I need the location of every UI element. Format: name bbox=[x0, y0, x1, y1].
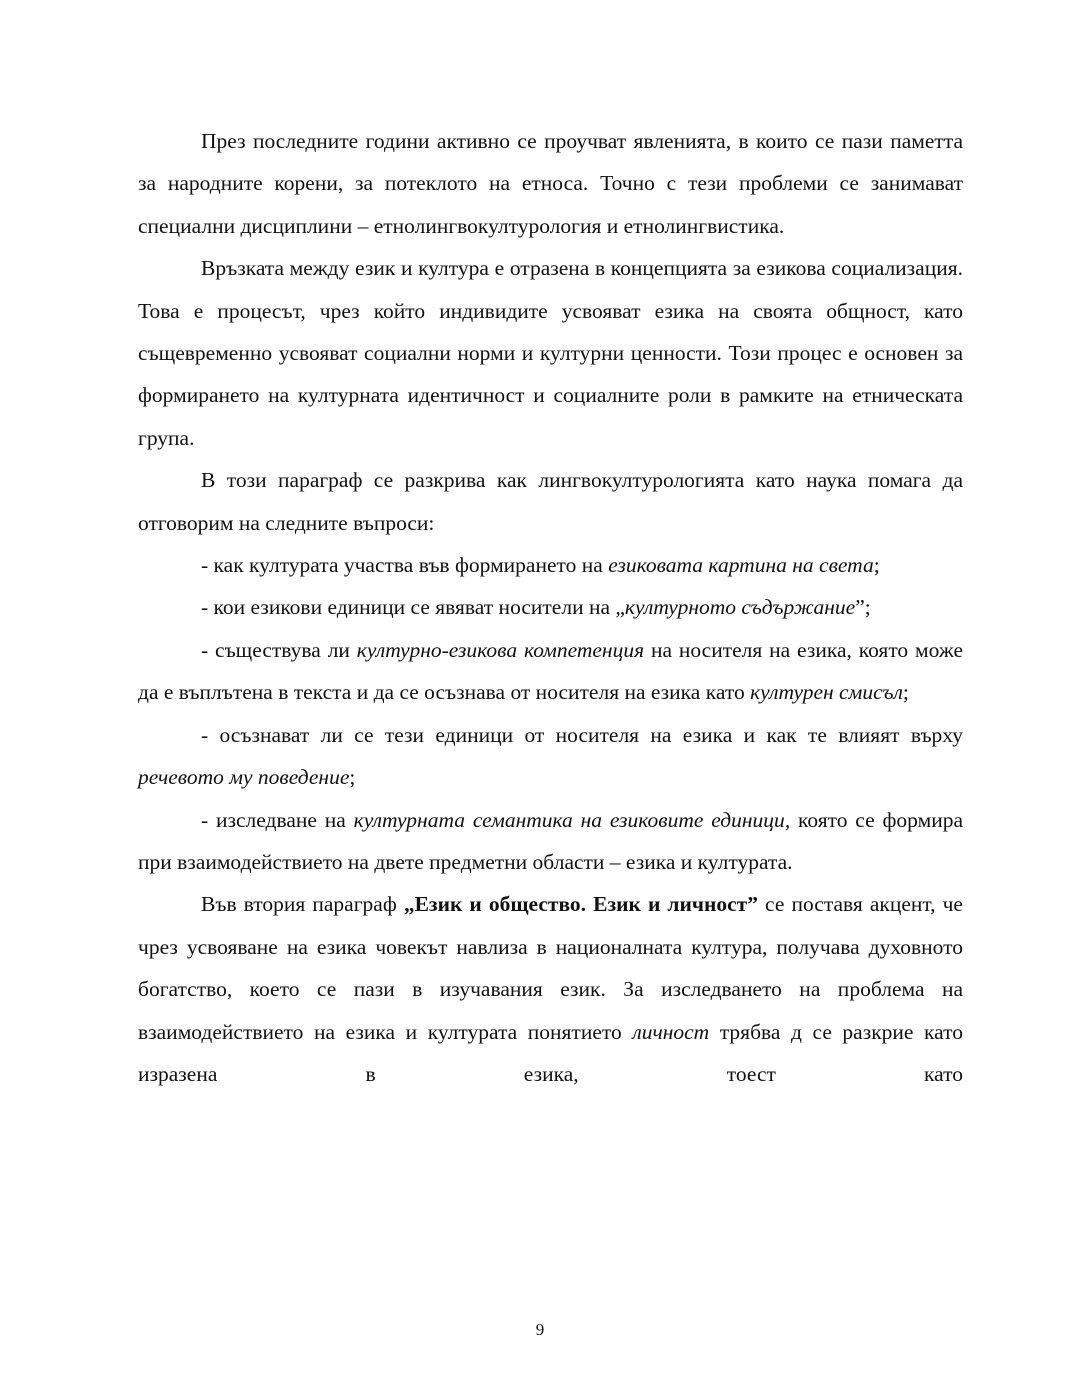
question-2-emphasis: културното съдържание bbox=[624, 595, 856, 620]
paragraph-second-section-pre: Във втория параграф bbox=[201, 892, 404, 917]
paragraph-second-section-mid: се поставя акцент, че чрез усвояване на езика човекът навлиза в националната култура, получава духовното богатство, което се пази в изучавания език. За изследването на проблема на взаимодействието на езика и културата понятието bbox=[138, 892, 963, 1044]
question-5-post: , която се формира при взаимодействието на двете предметни области – езика и културата. bbox=[138, 807, 963, 874]
question-1-post: ; bbox=[873, 553, 880, 578]
question-item-1 bbox=[138, 544, 963, 586]
question-3-emphasis-2: културен смисъл bbox=[750, 680, 903, 705]
question-2-pre: - кои езикови единици се явяват носители на „ bbox=[201, 595, 625, 620]
paragraph-questions-intro-text: В този параграф се разкрива как лингвокултурологията като наука помага да отговорим на следните въпроси: bbox=[138, 468, 963, 535]
paragraph-intro-text: През последните години активно се проучват явленията, в които се пази паметта за народните корени, за потеклото на етноса. Точно с тези проблеми се занимават специални дисциплини – етнолингвокултурология и етнолингвистика. bbox=[138, 129, 963, 238]
question-4-pre: - осъзнават ли се тези единици от носителя на езика и как те влияят върху bbox=[201, 722, 963, 747]
paragraph-second-section-post: трябва д се разкрие като изразена в езика, тоест като bbox=[138, 1019, 964, 1086]
question-4-emphasis: речевото му поведение bbox=[138, 765, 350, 790]
question-3-mid: на носителя на езика, която може да е въплътена в текста и да се осъзнава от носителя на езика като bbox=[138, 637, 963, 705]
question-2-post: ”; bbox=[855, 595, 871, 620]
question-1-emphasis: езиковата картина на света bbox=[608, 553, 874, 578]
paragraph-second-section bbox=[138, 883, 963, 1095]
question-3-post: ; bbox=[902, 680, 909, 705]
question-item-5 bbox=[138, 799, 963, 884]
question-item-2 bbox=[138, 586, 963, 628]
question-item-3 bbox=[138, 629, 963, 714]
question-4-post: ; bbox=[349, 765, 356, 790]
paragraph-socialization-text: Връзката между език и култура е отразена в концепцията за езикова социализация. Това е процесът, чрез който индивидите усвояват езика на своята общност, като същевременно усвояват социални норми и културни ценности. Този процес е основен за формирането на културната идентичност и социалните роли в рамките на етническата група. bbox=[138, 256, 963, 450]
section-title-bold: „Език и общество. Език и личност” bbox=[403, 892, 758, 917]
paragraph-questions-intro bbox=[138, 459, 963, 544]
paragraph-second-section-emphasis: личност bbox=[632, 1019, 710, 1044]
question-3-pre: - съществува ли bbox=[201, 637, 357, 662]
question-item-4 bbox=[138, 714, 963, 799]
question-1-pre: - как културата участва във формирането на bbox=[201, 553, 609, 578]
document-body bbox=[138, 120, 963, 1095]
question-3-emphasis-1: културно-езикова компетенция bbox=[356, 637, 645, 662]
page-number: 9 bbox=[535, 1320, 545, 1339]
question-5-emphasis: културната семантика на езиковите единици bbox=[353, 807, 785, 832]
paragraph-intro bbox=[138, 120, 963, 247]
question-5-pre: - изследване на bbox=[201, 807, 354, 832]
paragraph-socialization bbox=[138, 247, 963, 459]
